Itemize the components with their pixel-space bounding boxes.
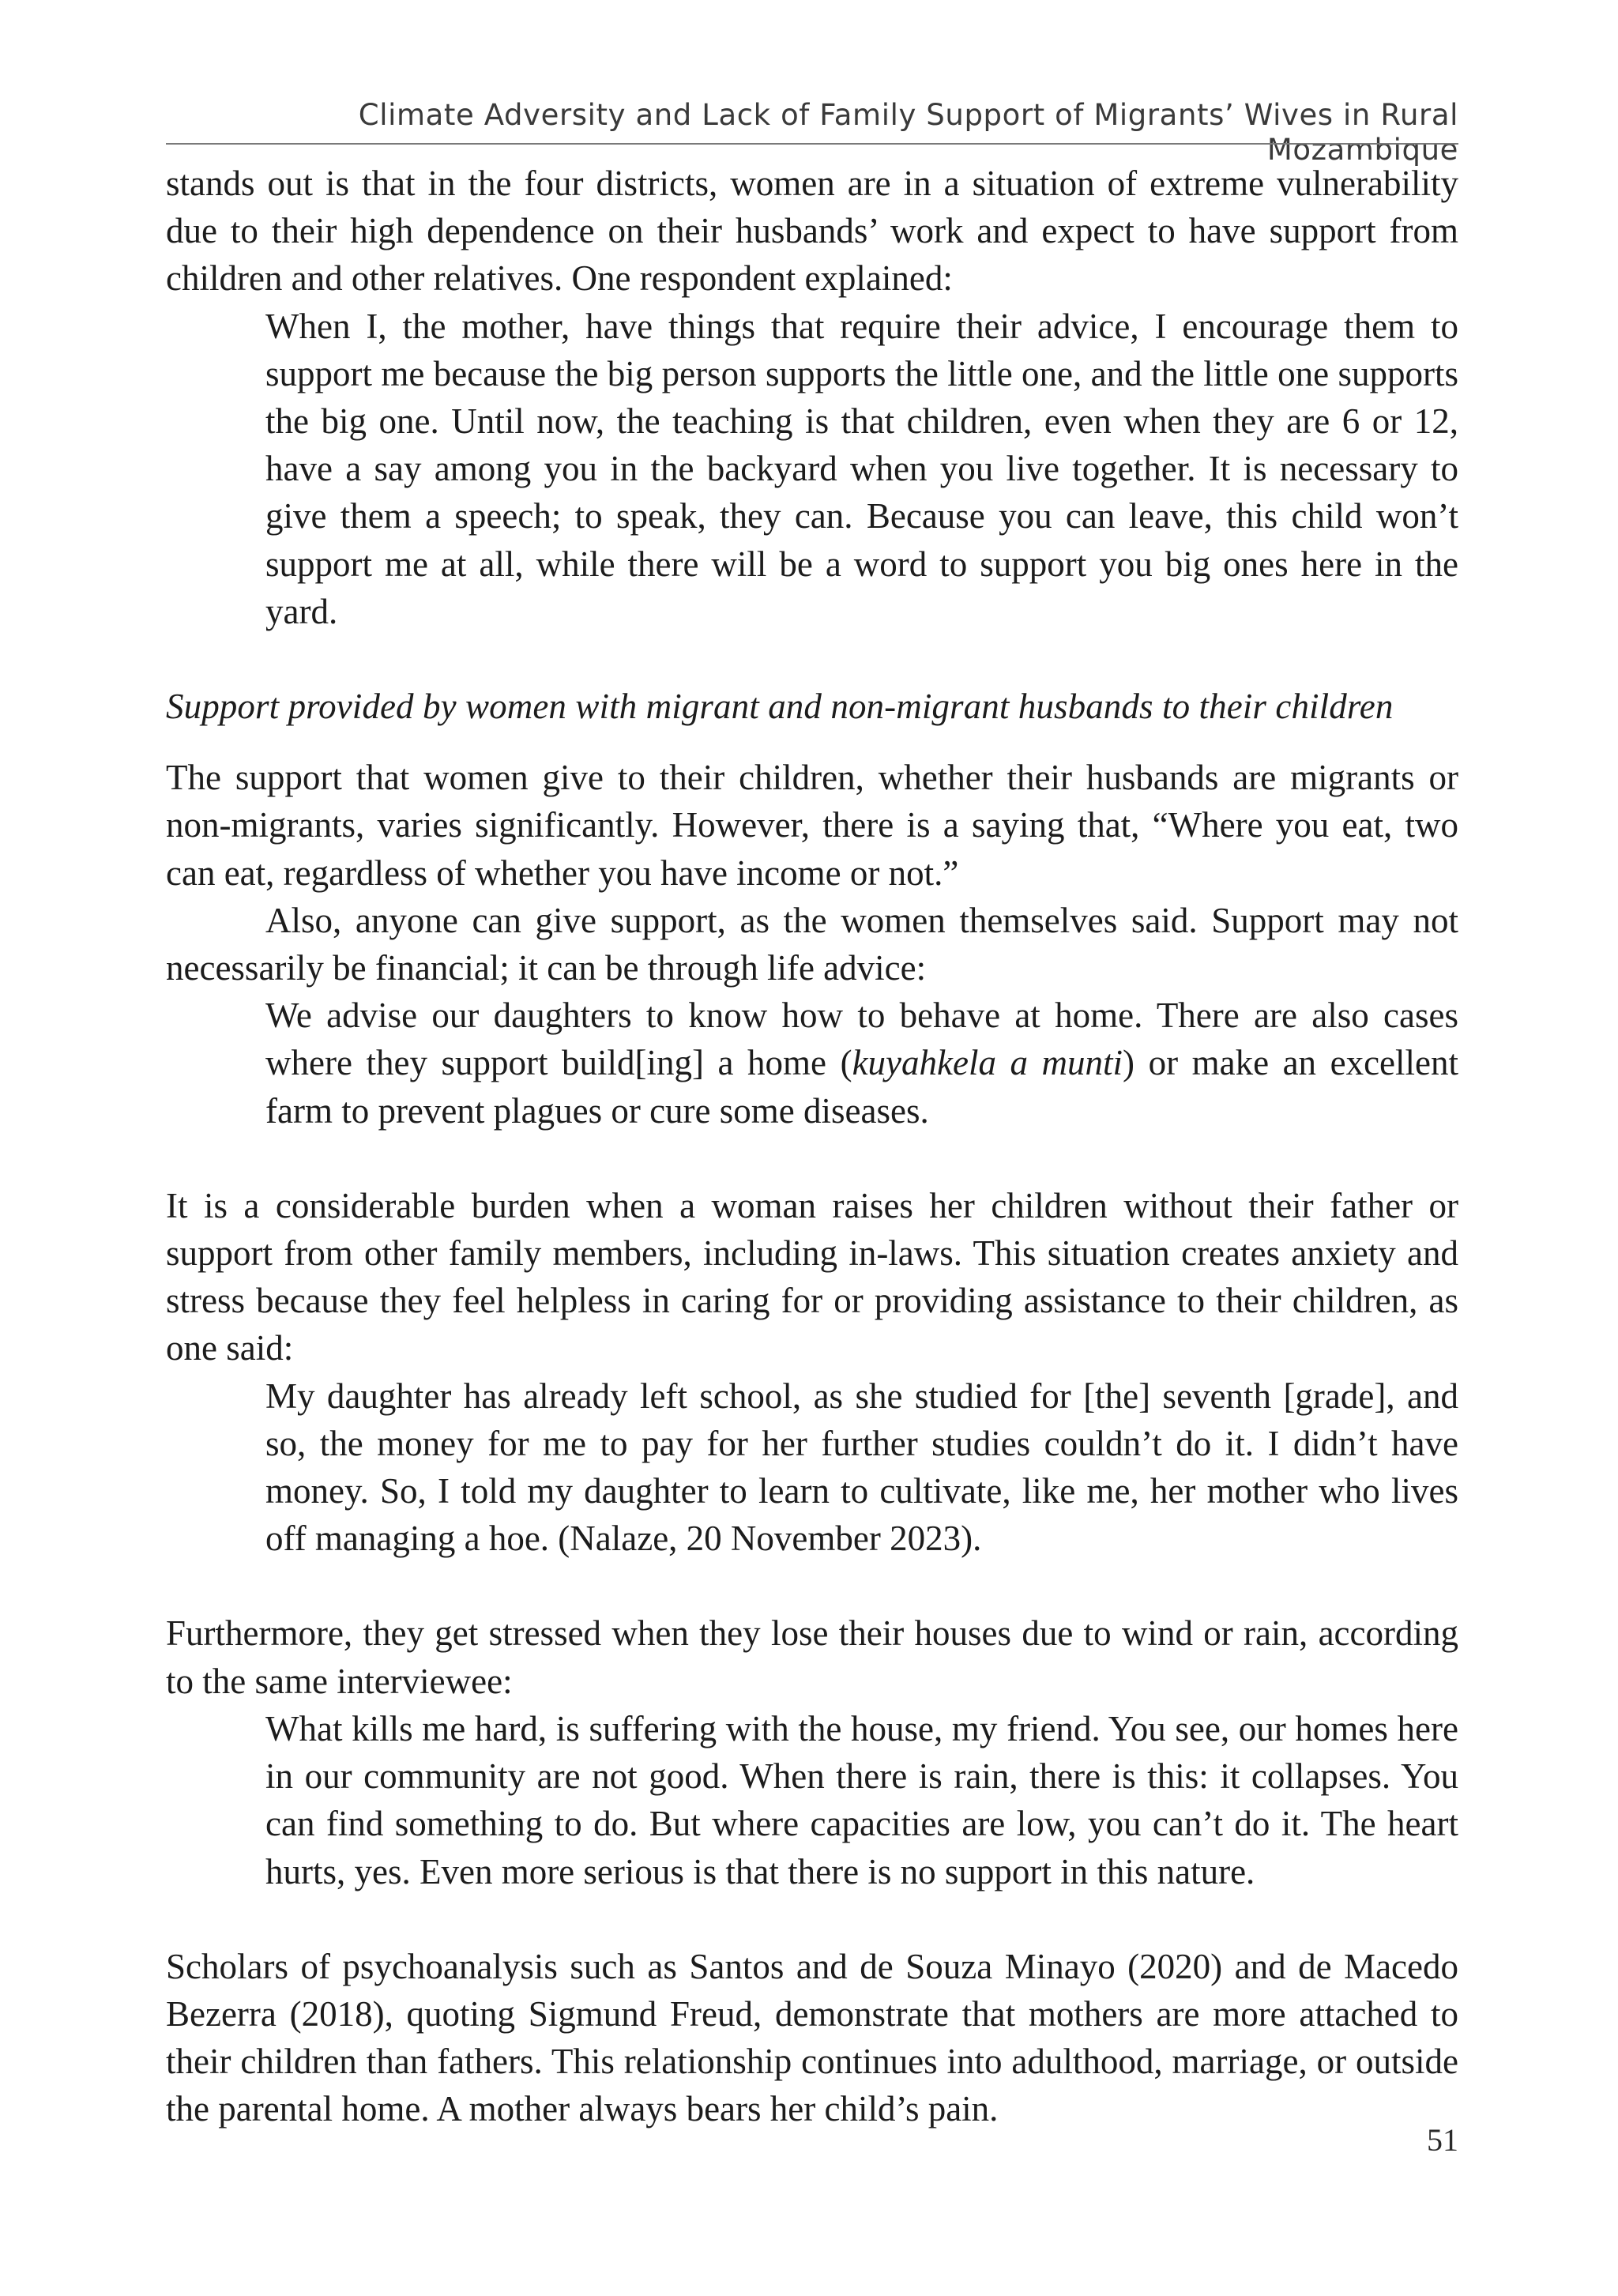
paragraph-psychoanalysis: Scholars of psychoanalysis such as Santos and de Souza Minayo (2020) and de Macedo Bezerra (2018), quoting Sigmund Freud, demonstrate that mothers are more attached to their children than fathers. This relationship continues into adulthood, marriage, or outside the parental home. A mother always bears her child’s pain. — [166, 1946, 1458, 2129]
block-quote-daughters — [265, 992, 1458, 1135]
header-rule — [166, 143, 1458, 145]
body-text — [166, 160, 1458, 2133]
block-quote-school: My daughter has already left school, as she studied for [the] seventh [grade], and so, the money for me to pay for her further studies couldn’t do it. I didn’t have money. So, I told my daughter to learn to cultivate, like me, her mother who lives off managing a hoe. (Nalaze, 20 November 2023). — [265, 1376, 1458, 1559]
page-number: 51 — [1427, 2122, 1458, 2158]
section-heading: Support provided by women with migrant and non-migrant husbands to their children — [166, 687, 1394, 727]
quote-text-part: ) or make an excellent farm to prevent plagues or cure some diseases. — [265, 1043, 1458, 1131]
paragraph-burden: It is a considerable burden when a woman raises her children without their father or support from other family members, including in-laws. This situation creates anxiety and stress because they feel helpless in caring for or providing assistance to their children, as one said: — [166, 1185, 1458, 1368]
quote-text-part: We advise our daughters to know how to behave at home. There are also cases where they support build[ing] a home ( — [265, 996, 1458, 1083]
local-term: kuyahkela a munti — [852, 1043, 1123, 1083]
paragraph-houses: Furthermore, they get stressed when they lose their houses due to wind or rain, according to the same interviewee: — [166, 1613, 1458, 1701]
paragraph-continuation: stands out is that in the four districts, women are in a situation of extreme vulnerability due to their high dependence on their husbands’ work and expect to have support from children and other relatives. One respondent explained: — [166, 164, 1458, 299]
running-header: Climate Adversity and Lack of Family Support of Migrants’ Wives in Rural Mozambique — [358, 98, 1458, 167]
paragraph-life-advice: Also, anyone can give support, as the women themselves said. Support may not necessarily be financial; it can be through life advice: — [166, 900, 1458, 988]
paragraph-support-varies: The support that women give to their children, whether their husbands are migrants or non-migrants, varies significantly. However, there is a saying that, “Where you eat, two can eat, regardless of whether you have income or not.” — [166, 758, 1458, 893]
block-quote-house: What kills me hard, is suffering with the house, my friend. You see, our homes here in our community are not good. When there is rain, there is this: it collapses. You can find something to do. But where capacities are low, you can’t do it. The heart hurts, yes. Even more serious is that there is no support in this nature. — [265, 1708, 1458, 1891]
block-quote-respondent-advice: When I, the mother, have things that require their advice, I encourage them to support me because the big person supports the little one, and the little one supports the big one. Until now, the teaching is that children, even when they are 6 or 12, have a say among you in the backyard when you live together. It is necessary to give them a speech; to speak, they can. Because you can leave, this child won’t support me at all, while there will be a word to support you big ones here in the yard. — [265, 306, 1458, 631]
